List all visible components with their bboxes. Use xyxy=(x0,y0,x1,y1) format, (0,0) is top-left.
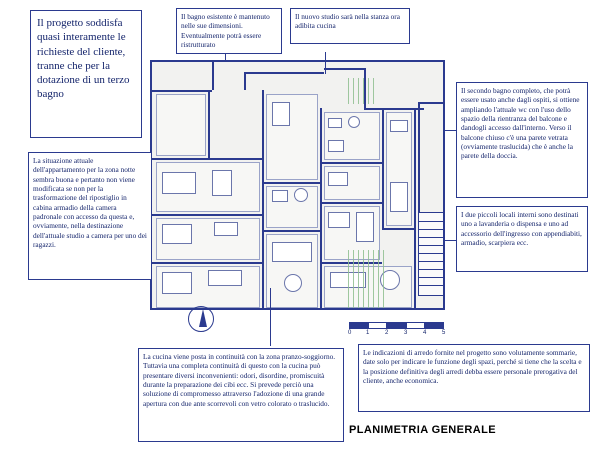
wall xyxy=(262,230,320,232)
scale-tick-4: 4 xyxy=(423,330,427,336)
furniture-cabinet xyxy=(272,102,290,126)
furniture-kitchen-counter xyxy=(272,242,312,262)
room xyxy=(156,94,206,156)
furniture-round-table xyxy=(284,274,302,292)
wall xyxy=(212,62,214,90)
wall xyxy=(324,68,364,70)
wall xyxy=(320,202,382,204)
scale-bar xyxy=(349,322,447,340)
wall xyxy=(208,90,210,158)
furniture-table xyxy=(208,270,242,286)
furniture-sofa xyxy=(162,272,192,294)
furniture-round-table xyxy=(294,188,308,202)
scale-tick-2: 2 xyxy=(385,330,389,336)
wall xyxy=(382,228,414,230)
furniture-unit xyxy=(328,212,350,228)
furniture-desk xyxy=(214,222,238,236)
note-two-small-rooms: I due piccoli locali interni sono destinati uno a lavanderia o dispensa e uno ad accessorio dell'ingresso con appendiabiti, armadio, scarpiera ecc. xyxy=(456,206,588,272)
bathroom-sink xyxy=(348,116,360,128)
scale-tick-1: 1 xyxy=(366,330,370,336)
wall xyxy=(320,108,322,310)
note-existing-bathroom: Il bagno esistente è mantenuto nelle sue dimensioni. Eventualmente potrà essere ristrutturato xyxy=(176,8,282,54)
wall xyxy=(418,102,420,212)
note-kitchen: La cucina viene posta in continuità con la zona pranzo-soggiorno. Tuttavia una completa continuità di questo con la cucina può presentare diversi inconvenienti: odori, disordine, promiscuità durante la preparazione dei cibi ecc. Si prevede perciò una soluzione di compromesso attraverso l'adozione di una grande apertura con due ante scorrevoli con vetro colorato o traslucido. xyxy=(138,348,344,442)
furniture-bed xyxy=(162,224,192,244)
note-furnishing: Le indicazioni di arredo fornite nel progetto sono volutamente sommarie, date solo per indicare le funzione degli spazi, perché si tiene che la scelta e la posizione definitiva degli arredi debba essere personale prerogativa del cliente, anche economica. xyxy=(358,344,590,412)
staircase xyxy=(418,212,444,296)
wall xyxy=(244,72,246,90)
note-night-zone: La situazione attuale dell'appartamento per la zona notte sembra buona e pertanto non viene modificata se non per la trasformazione del ripostiglio in cabina armadio della camera padronale con accesso da questa e, ovviamente, nella destinazione dell'attuale studio a camera per uno dei ragazzi. xyxy=(28,152,152,280)
note-new-studio: Il nuovo studio sarà nella stanza ora adibita cucina xyxy=(290,8,410,44)
furniture-bed xyxy=(162,172,196,194)
leader-line xyxy=(270,288,271,346)
wall xyxy=(152,214,262,216)
balcony-fixture xyxy=(390,120,408,132)
wall xyxy=(262,90,264,310)
wall xyxy=(152,158,262,160)
scale-tick-0: 0 xyxy=(348,330,352,336)
leader-line xyxy=(325,52,326,74)
wall xyxy=(152,262,262,264)
note-second-bathroom: Il secondo bagno completo, che potrà essere usato anche dagli ospiti, si ottiene ampliando l'attuale wc con l'uso dello spazio della rientranza del balcone e dandogli accesso dall'interno. Verso il balcone chiuso c'è una parete vetrata (ovviamente traslucida) che è anche la parete della doccia. xyxy=(456,82,588,198)
wall xyxy=(418,102,444,104)
scale-tick-3: 3 xyxy=(404,330,408,336)
bathroom-fixture xyxy=(328,140,344,152)
furniture-unit xyxy=(272,190,288,202)
green-area xyxy=(348,250,384,308)
page-title: PLANIMETRIA GENERALE xyxy=(349,424,496,436)
north-arrow xyxy=(188,306,214,332)
green-area xyxy=(348,78,378,104)
note-project-summary: Il progetto soddisfa quasi interamente le richieste del cliente, tranne che per la dotazione di un terzo bagno xyxy=(30,10,142,138)
wall xyxy=(262,182,320,184)
floor-plan xyxy=(150,60,445,310)
wall xyxy=(382,108,384,228)
furniture-unit xyxy=(356,212,374,242)
wall xyxy=(320,162,382,164)
balcony-fixture xyxy=(390,182,408,212)
scale-tick-5: 5 xyxy=(442,330,446,336)
bathroom-fixture xyxy=(328,172,348,186)
furniture-wardrobe xyxy=(212,170,232,196)
wall xyxy=(152,90,212,92)
wall xyxy=(244,72,324,74)
bathroom-fixture xyxy=(328,118,342,128)
wall xyxy=(414,108,416,308)
